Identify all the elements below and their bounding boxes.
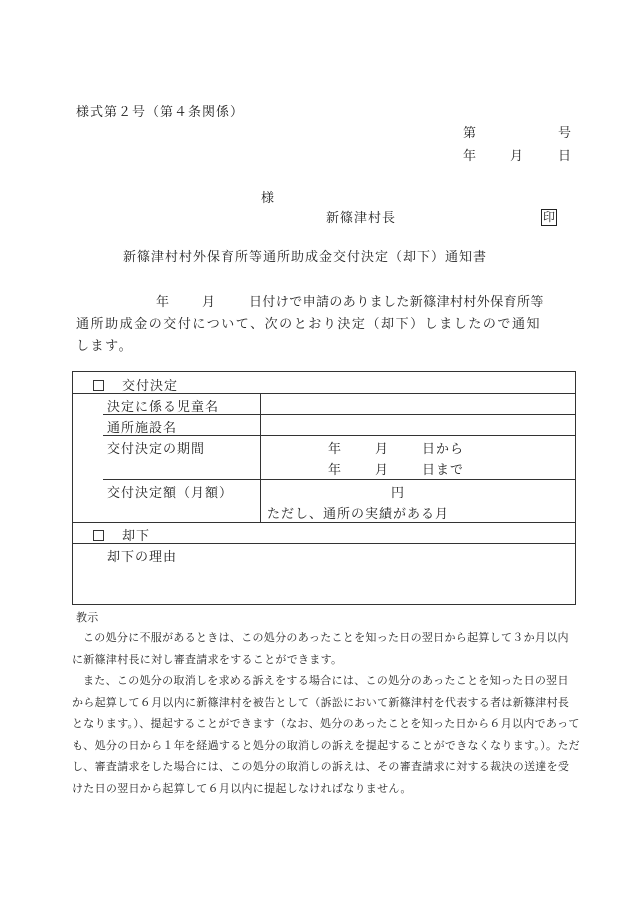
document-title: 新篠津村村外保育所等通所助成金交付決定（却下）通知書 — [123, 250, 488, 265]
facility-field[interactable] — [263, 415, 573, 434]
date-month: 月 — [510, 149, 525, 164]
body-year: 年 — [156, 295, 171, 310]
body-line-3: します。 — [76, 339, 134, 354]
body-line-1: 日付けで申請のありました新篠津村村外保育所等 — [249, 295, 544, 310]
decision-label: 交付決定 — [122, 379, 179, 394]
notes-paragraph-2: また、この処分の取消しを求める訴えをする場合には、この処分のあったことを知った日の翌日から起算して６月以内に新篠津村を被告として（訴訟において新篠津村を代表する者は新篠津村長となります。）、提起することができます（なお、処分のあったことを知った日から６月以内であっても、処分の日から１年を経過すると処分の取消しの訴えを提起することができなくなります。）。ただし、審査請求をした場合には、この処分の取消しの訴えは、その審査請求に対する裁決の送達を受けた日の翌日から起算して６月以内に提起しなければなりません。 — [72, 674, 580, 795]
date-day: 日 — [558, 149, 573, 164]
facility-label: 通所施設名 — [107, 421, 178, 436]
issuer-name: 新篠津村長 — [326, 211, 397, 226]
decision-checkbox[interactable] — [93, 380, 104, 391]
notes-heading: 教示 — [76, 611, 99, 624]
decision-row — [93, 375, 178, 394]
seal-stamp: 印 — [542, 210, 555, 224]
child-name-label: 決定に係る児童名 — [107, 400, 220, 415]
period-to-year: 年 — [328, 463, 343, 478]
seal-mark — [541, 206, 557, 226]
table-column-divider — [260, 393, 261, 522]
amount-label: 交付決定額（月額） — [107, 486, 234, 501]
date-year: 年 — [463, 149, 478, 164]
period-to-day: 日まで — [422, 463, 465, 478]
table-rule — [73, 522, 575, 523]
body-month: 月 — [202, 295, 217, 310]
reject-label: 却下 — [122, 529, 151, 544]
reject-reason-label: 却下の理由 — [107, 550, 178, 565]
period-from-day: 日から — [422, 442, 465, 457]
child-name-field[interactable] — [263, 394, 573, 413]
amount-note: ただし、通所の実績がある月 — [267, 507, 450, 522]
form-label: 様式第２号（第４条関係） — [76, 105, 245, 120]
table-rule — [103, 479, 575, 480]
addressee-honorific: 様 — [261, 191, 276, 206]
document-number-prefix: 第 — [463, 126, 478, 141]
body-line-2: 通所助成金の交付について、次のとおり決定（却下）しましたので通知 — [76, 317, 542, 332]
period-from-month: 月 — [375, 442, 390, 457]
document-number-suffix: 号 — [558, 126, 573, 141]
reject-checkbox[interactable] — [93, 530, 104, 541]
decision-form-table — [72, 371, 576, 605]
notes-body — [72, 627, 580, 799]
period-to-month: 月 — [375, 463, 390, 478]
reject-row — [93, 525, 150, 544]
period-from-year: 年 — [328, 442, 343, 457]
notes-paragraph-1: この処分に不服があるときは、この処分のあったことを知った日の翌日から起算して３か月以内に新篠津村長に対し審査請求をすることができます。 — [72, 631, 569, 666]
period-label: 交付決定の期間 — [107, 442, 206, 457]
amount-unit: 円 — [391, 486, 406, 501]
reject-reason-field[interactable] — [103, 564, 573, 602]
